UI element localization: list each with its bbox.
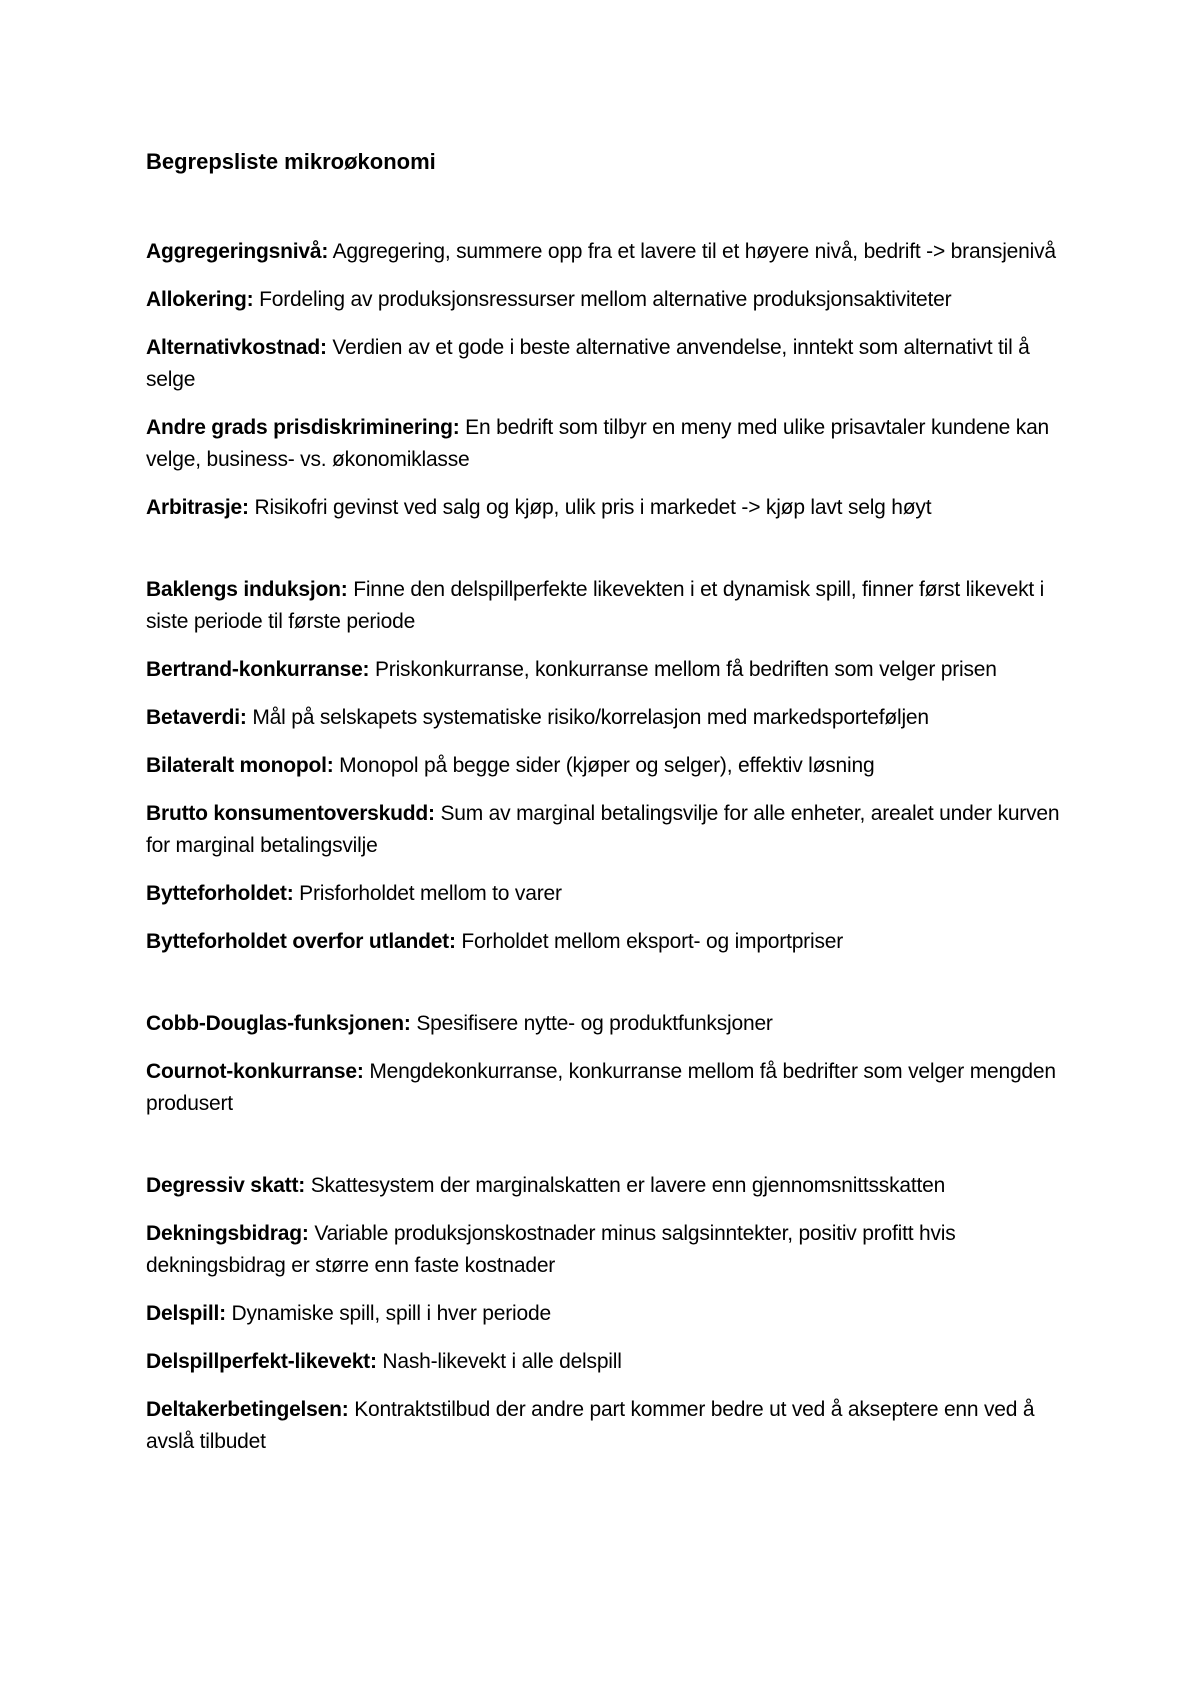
entry-definition: Variable produksjonskostnader minus salgsinntekter, positiv profitt hvis dekningsbidrag er større enn faste kostnader: [146, 1222, 956, 1277]
entry-definition: Mål på selskapets systematiske risiko/korrelasjon med markedsporteføljen: [246, 706, 929, 729]
entry-definition: Priskonkurranse, konkurranse mellom få bedriften som velger prisen: [369, 658, 997, 681]
glossary-entry: [146, 750, 1076, 782]
entry-definition: Forholdet mellom eksport- og importpriser: [455, 930, 844, 953]
glossary-entry: [146, 1346, 1076, 1378]
glossary-entry: [146, 1218, 1076, 1282]
entry-term: Betaverdi:: [146, 706, 247, 729]
glossary-entry: [146, 412, 1076, 476]
entry-definition: Kontraktstilbud der andre part kommer bedre ut ved å akseptere enn ved å avslå tilbudet: [146, 1398, 1035, 1453]
glossary-entry: [146, 926, 1076, 958]
glossary-group-c: [146, 1008, 1076, 1120]
entry-definition: Aggregering, summere opp fra et lavere til et høyere nivå, bedrift -> bransjenivå: [328, 240, 1056, 263]
entry-term: Bertrand-konkurranse:: [146, 658, 370, 681]
entry-definition: Risikofri gevinst ved salg og kjøp, ulik pris i markedet -> kjøp lavt selg høyt: [248, 496, 932, 519]
entry-term: Degressiv skatt:: [146, 1174, 306, 1197]
entry-definition: Dynamiske spill, spill i hver periode: [225, 1302, 551, 1325]
glossary-entry: [146, 654, 1076, 686]
document-title: Begrepsliste mikroøkonomi: [146, 149, 436, 174]
glossary-entry: [146, 492, 1076, 524]
entry-term: Andre grads prisdiskriminering:: [146, 416, 460, 439]
entry-definition: Sum av marginal betalingsvilje for alle enheter, arealet under kurven for marginal betalingsvilje: [146, 802, 1060, 857]
glossary-entry: [146, 1008, 1076, 1040]
glossary-entry: [146, 574, 1076, 638]
glossary-entry: [146, 332, 1076, 396]
entry-term: Dekningsbidrag:: [146, 1222, 309, 1245]
entry-term: Bilateralt monopol:: [146, 754, 334, 777]
entry-term: Aggregeringsnivå:: [146, 240, 329, 263]
glossary-entry: [146, 1394, 1076, 1458]
entry-term: Bytteforholdet:: [146, 882, 294, 905]
glossary-entry: [146, 1298, 1076, 1330]
entry-term: Baklengs induksjon:: [146, 578, 348, 601]
glossary-group-b: [146, 574, 1076, 958]
entry-definition: Skattesystem der marginalskatten er lavere enn gjennomsnittsskatten: [305, 1174, 946, 1197]
entry-term: Alternativkostnad:: [146, 336, 327, 359]
entry-definition: Monopol på begge sider (kjøper og selger), effektiv løsning: [333, 754, 875, 777]
entry-term: Cournot-konkurranse:: [146, 1060, 364, 1083]
entry-definition: Fordeling av produksjonsressurser mellom alternative produksjonsaktiviteter: [253, 288, 952, 311]
entry-term: Deltakerbetingelsen:: [146, 1398, 349, 1421]
glossary-entry: [146, 236, 1076, 268]
entry-definition: Finne den delspillperfekte likevekten i et dynamisk spill, finner først likevekt i siste periode til første periode: [146, 578, 1045, 633]
glossary-entry: [146, 284, 1076, 316]
entry-definition: Mengdekonkurranse, konkurranse mellom få bedrifter som velger mengden produsert: [146, 1060, 1056, 1115]
entry-term: Delspill:: [146, 1302, 226, 1325]
glossary-entry: [146, 878, 1076, 910]
entry-definition: En bedrift som tilbyr en meny med ulike prisavtaler kundene kan velge, business- vs. økonomiklasse: [146, 416, 1050, 471]
entry-term: Delspillperfekt-likevekt:: [146, 1350, 377, 1373]
glossary-entry: [146, 798, 1076, 862]
entry-term: Cobb-Douglas-funksjonen:: [146, 1012, 411, 1035]
entry-term: Bytteforholdet overfor utlandet:: [146, 930, 456, 953]
glossary-group-d: [146, 1170, 1076, 1458]
entry-term: Arbitrasje:: [146, 496, 249, 519]
glossary-group-a: [146, 236, 1076, 524]
entry-term: Allokering:: [146, 288, 254, 311]
entry-term: Brutto konsumentoverskudd:: [146, 802, 435, 825]
entry-definition: Nash-likevekt i alle delspill: [376, 1350, 622, 1373]
entry-definition: Verdien av et gode i beste alternative anvendelse, inntekt som alternativt til å selge: [146, 336, 1030, 391]
entry-definition: Spesifisere nytte- og produktfunksjoner: [410, 1012, 773, 1035]
glossary-entry: [146, 702, 1076, 734]
glossary-entry: [146, 1170, 1076, 1202]
entry-definition: Prisforholdet mellom to varer: [293, 882, 562, 905]
document-page: [146, 146, 1076, 1508]
glossary-entry: [146, 1056, 1076, 1120]
